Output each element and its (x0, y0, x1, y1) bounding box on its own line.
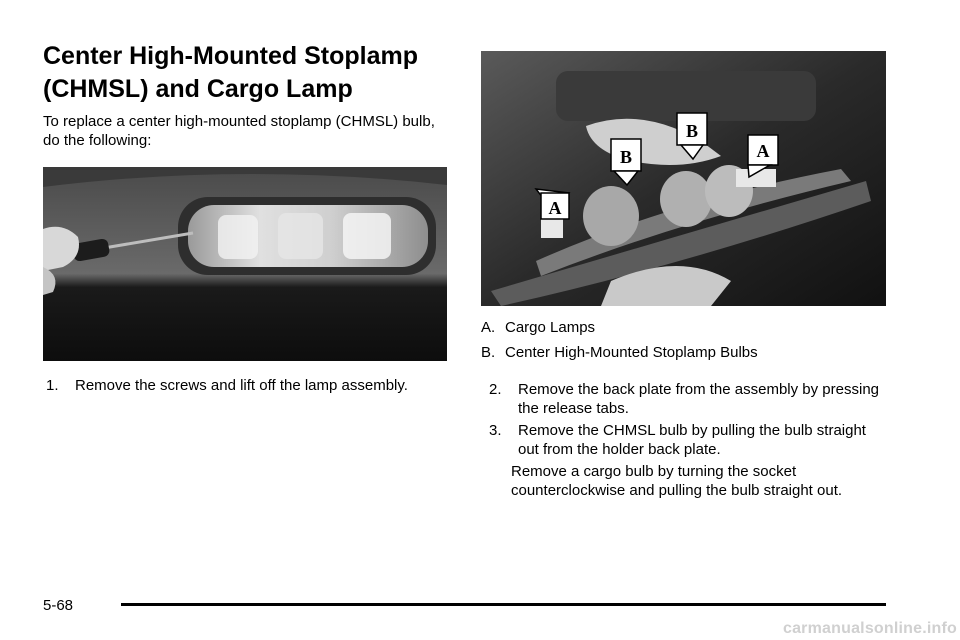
step-2-number: 2. (489, 381, 502, 398)
callout-b-left-label: B (619, 147, 633, 167)
page-number: 5-68 (43, 597, 74, 614)
legend-item-a (481, 318, 901, 337)
step-3-note: Remove a cargo bulb by turning the socket counterclockwise and pulling the bulb straight out. (511, 463, 843, 499)
step-1-number: 1. (46, 377, 59, 394)
legend-item-a-key: A. (481, 319, 496, 336)
step-3-number: 3. (489, 422, 502, 439)
callout-a-right (748, 135, 778, 177)
step-1 (46, 376, 446, 395)
lamp-removal-photo (43, 167, 447, 361)
watermark: carmanualsonline.info (782, 620, 957, 637)
callout-a-left (536, 189, 569, 219)
step-1-text: Remove the screws and lift off the lamp assembly. (75, 377, 408, 394)
intro-paragraph: To replace a center high-mounted stoplamp (CHMSL) bulb, do the following: (43, 113, 435, 149)
callout-a-right-label: A (756, 141, 770, 161)
lamp-assembly-photo (481, 51, 886, 306)
legend-item-a-label: Cargo Lamps (505, 319, 596, 336)
callout-a-left-label: A (548, 198, 562, 218)
legend-item-b-key: B. (481, 344, 496, 361)
step-2-text: Remove the back plate from the assembly by pressing the release tabs. (518, 381, 880, 417)
section-title-line-1: Center High-Mounted Stoplamp (43, 42, 418, 70)
section-title-line-2: (CHMSL) and Cargo Lamp (43, 75, 353, 103)
callout-b-right (677, 113, 707, 159)
legend-item-b-label: Center High-Mounted Stoplamp Bulbs (505, 344, 758, 361)
step-3-text: Remove the CHMSL bulb by pulling the bulb straight out from the holder back plate. (518, 422, 866, 458)
footer-rule (121, 603, 886, 606)
callout-b-left (611, 139, 641, 185)
step-2 (489, 380, 889, 418)
legend-item-b (481, 343, 901, 362)
callout-b-right-label: B (685, 121, 699, 141)
section-title (43, 40, 443, 106)
step-3 (489, 421, 889, 459)
